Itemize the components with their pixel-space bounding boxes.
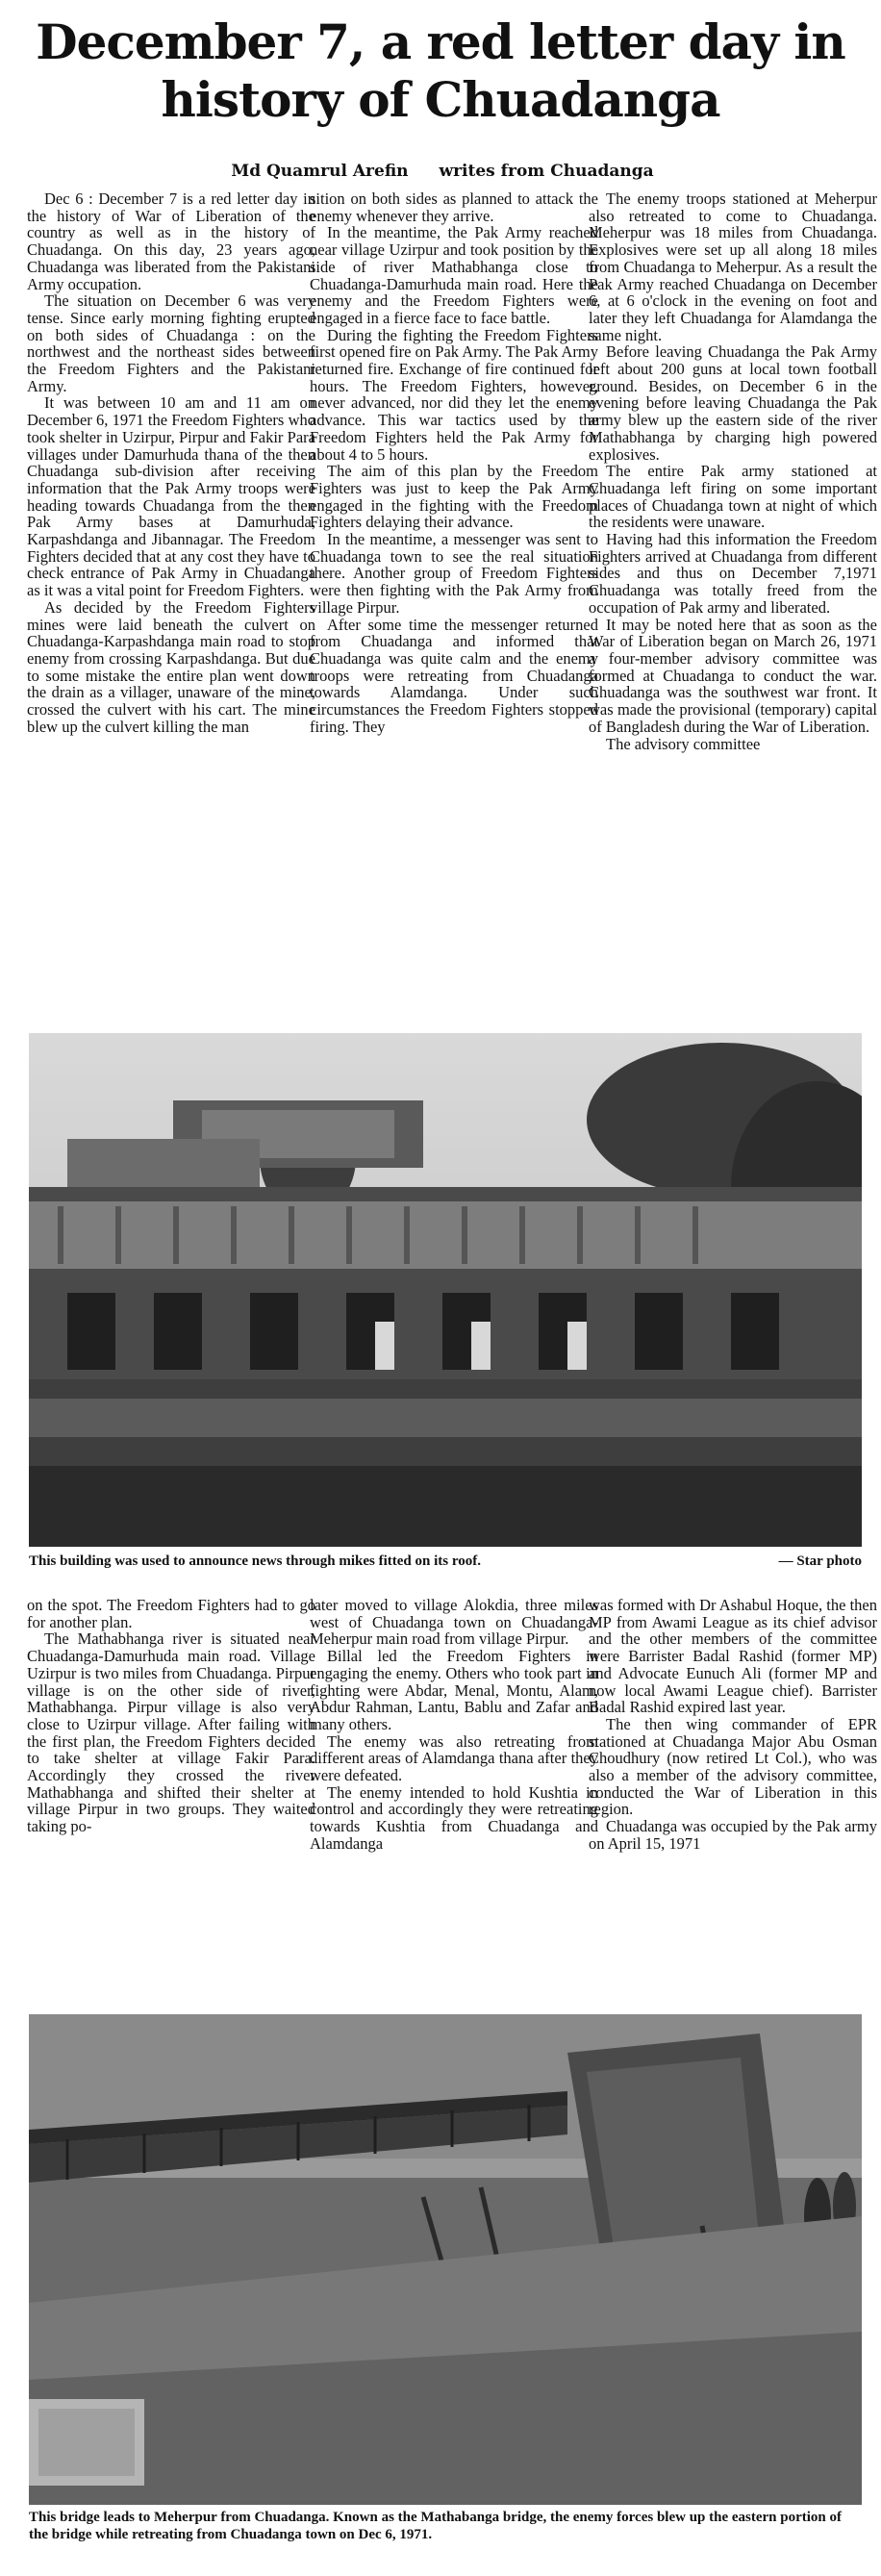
paragraph: sition on both sides as planned to attack the enemy whenever they arrive.	[310, 190, 598, 225]
article-column-5	[310, 1597, 598, 2010]
paragraph: The enemy troops stationed at Meherpur also retreated to come to Chuadanga. Meherpur was 18 miles from Chuadanga. Explosives were set up all along 18 miles from Chuadanga to Meherpur. As a result the Pak Army reached Chuadanga on December 6, at 6 o'clock in the evening on foot and later they left Chuadanga for Alamdanga the same night.	[589, 190, 877, 344]
paragraph: The situation on December 6 was very tense. Since early morning fighting erupted on both sides of Chuadanga : on the northwest and the northeast sides between the Freedom Fighters and the Pakistani Army.	[27, 291, 315, 395]
building-photo-caption	[29, 1553, 862, 1570]
photo-credit: — Star photo	[778, 1553, 862, 1569]
paragraph: The aim of this plan by the Freedom Fighters was just to keep the Pak Army engaged in the fighting with the Freedom Fighters delaying their advance.	[310, 462, 598, 532]
paragraph: was formed with Dr Ashabul Hoque, the then MP from Awami League as its chief advisor and the other members of the committee were Barrister Badal Rashid (former MP) and Advocate Eunuch Ali (former MP and now local Awami League chief). Barrister Badal Rashid expired last year.	[589, 1597, 877, 1717]
paragraph: In the meantime, a messenger was sent to Chuadanga town to see the real situation there. Another group of Freedom Fighters were then fighting with the Pak Army from village Pirpur.	[310, 530, 598, 617]
paragraph: After some time the messenger returned from Chuadanga and informed that Chuadanga was quite calm and the enemy troops were retreating from Chuadanga towards Alamdanga. Under such circumstances the Freedom Fighters stopped firing. They	[310, 615, 598, 736]
article-column-6	[589, 1597, 877, 2010]
article-column-2	[310, 190, 598, 1025]
paragraph: later moved to village Alokdia, three miles west of Chuadanga town on Chuadanga-Meherpur main road from village Pirpur.	[310, 1597, 598, 1649]
byline	[115, 162, 769, 181]
byline-source: writes from Chuadanga	[439, 162, 654, 181]
paragraph: Dec 6 : December 7 is a red letter day in the history of War of Liberation of the country as well as in the history of Chuadanga. On this day, 23 years ago, Chuadanga was liberated from the Pakistani Army occupation.	[27, 190, 315, 293]
byline-author: Md Quamrul Arefin	[231, 162, 409, 181]
paragraph: The enemy was also retreating from different areas of Alamdanga thana after they were defeated.	[310, 1731, 598, 1785]
paragraph: The Mathabhanga river is situated near Chuadanga-Damurhuda main road. Village Uzirpur is two miles from Chuadanga. Pirpur village is on the other side of river, Mathabhanga. Pirpur village is also very close to Uzirpur village. After failing with the first plan, the Freedom Fighters decided to take shelter at village Fakir Para. Accordingly they crossed the river Mathabhanga and shifted their shelter at village Pirpur in two groups. They waited taking po-	[27, 1629, 315, 1836]
paragraph: During the fighting the Freedom Fighters first opened fire on Pak Army. The Pak Army returned fire. Exchange of fire continued for hours. The Freedom Fighters, however, never advanced, nor did they let the enemy advance. This war tactics used by the Freedom Fighters held the Pak Army for about 4 to 5 hours.	[310, 325, 598, 464]
paragraph: The advisory committee	[606, 734, 761, 753]
paragraph: As decided by the Freedom Fighters mines were laid beneath the culvert on Chuadanga-Karpashdanga main road to stop enemy from crossing Karpashdanga. But due to some mistake the entire plan went down the drain as a villager, unaware of the mine, crossed the culvert with his cart. The mine blew up the culvert killing the man	[27, 597, 315, 736]
headline: December 7, a red letter day in history of Chuadanga	[36, 13, 845, 128]
paragraph: Billal led the Freedom Fighters in engaging the enemy. Others who took part in fighting were Abdar, Menal, Montu, Alam, Abdur Rahman, Lantu, Bablu and Zafar and many others.	[310, 1647, 598, 1733]
caption-text: This building was used to announce news through mikes fitted on its roof.	[29, 1553, 481, 1569]
article-column-4	[27, 1597, 315, 2010]
paragraph: on the spot. The Freedom Fighters had to go for another plan.	[27, 1597, 315, 1631]
paragraph: Having had this information the Freedom Fighters arrived at Chuadanga from different sides and thus on December 7,1971 Chuadanga was totally freed from the occupation of Pak army and liberated.	[589, 530, 877, 617]
bridge-photo-caption: This bridge leads to Meherpur from Chuadanga. Known as the Mathabanga bridge, the enemy forces blew up the eastern portion of the bridge while retreating from Chuadanga town on Dec 6, 1971.	[29, 2510, 843, 2542]
paragraph: The entire Pak army stationed at Chuadanga left firing on some important places of Chuadanga town at night of which the residents were unaware.	[589, 462, 877, 532]
building-photo	[29, 1033, 862, 1547]
paragraph: It was between 10 am and 11 am on December 6, 1971 the Freedom Fighters who took shelter in Uzirpur, Pirpur and Fakir Para villages under Damurhuda thana of the then Chuadanga sub-division after receiving information that the Pak Army troops were heading towards Chuadanga from the then Pak Army bases at Damurhuda, Karpashdanga and Jibannagar. The Freedom Fighters decided that at any cost they have to check entrance of Pak Army in Chuadanga as it was a vital point for Freedom Fighters.	[27, 393, 315, 600]
article-column-3	[589, 190, 877, 1025]
bridge-photo	[29, 2014, 862, 2505]
paragraph: The then wing commander of EPR stationed at Chuadanga Major Abu Osman Choudhury (now retired Lt Col.), who was also a member of the advisory committee, conducted the War of Liberation in this region.	[589, 1714, 877, 1819]
paragraph: The enemy intended to hold Kushtia in control and accordingly they were retreating towards Kushtia from Chuadanga and Alamdanga	[310, 1782, 598, 1853]
paragraph: Before leaving Chuadanga the Pak Army left about 200 guns at local town football ground. Besides, on December 6 in the evening before leaving Chuadanga the Pak army blew up the eastern side of the river Mathabhanga by charging high powered explosives.	[589, 342, 877, 464]
paragraph: In the meantime, the Pak Army reached near village Uzirpur and took position by the side of river Mathabhanga close to Chuadanga-Damurhuda main road. Here the enemy and the Freedom Fighters were engaged in a fierce face to face battle.	[310, 223, 598, 327]
paragraph: It may be noted here that as soon as the War of Liberation began on March 26, 1971 a four-member advisory committee was formed at Chuadanga to conduct the war. Chuadanga was the southwest war front. It was made the provisional (temporary) capital of Bangladesh during the War of Liberation.	[589, 615, 877, 736]
paragraph: Chuadanga was occupied by the Pak army on April 15, 1971	[589, 1817, 877, 1853]
article-column-1	[27, 190, 315, 1025]
